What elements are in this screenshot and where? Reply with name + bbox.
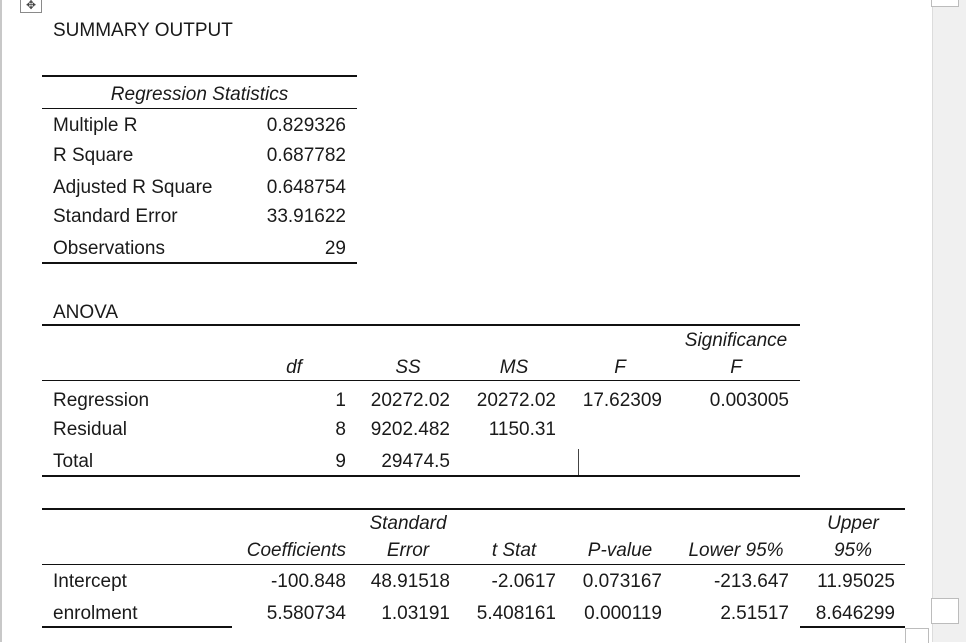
coef-row-label: enrolment (53, 603, 138, 624)
anova-header-ms: MS (499, 357, 529, 378)
anova-cell: 0.003005 (709, 390, 789, 411)
coef-cell: 5.580734 (266, 603, 346, 624)
regstats-top-rule (42, 75, 357, 77)
anova-header-sig-f: F (730, 357, 742, 378)
regstats-value: 29 (324, 238, 346, 259)
anova-cell: 9 (335, 451, 346, 472)
regstats-bottom-rule (42, 262, 357, 264)
text-cursor (578, 449, 579, 475)
anova-bottom-rule (42, 475, 800, 477)
coef-header-se-error: Error (386, 540, 430, 561)
anova-cell: 29474.5 (381, 451, 450, 472)
coef-cell: 8.646299 (815, 603, 895, 624)
coef-row-label: Intercept (53, 571, 127, 592)
regstats-value: 33.91622 (266, 206, 346, 227)
regstats-label: Multiple R (53, 115, 138, 136)
scrollbar-thumb[interactable] (931, 0, 959, 7)
coef-cell: 1.03191 (381, 603, 450, 624)
coef-header-tstat: t Stat (491, 540, 537, 561)
coef-header-upper-95: 95% (833, 540, 873, 561)
coef-cell: -213.647 (713, 571, 789, 592)
summary-title: SUMMARY OUTPUT (53, 20, 233, 41)
coef-cell: 11.95025 (817, 571, 895, 592)
anova-cell: 1150.31 (488, 419, 556, 440)
anova-cell: 20272.02 (370, 390, 450, 411)
scrollbar-bottom-box[interactable] (931, 598, 959, 624)
coef-top-rule (42, 508, 905, 510)
anova-top-rule (42, 324, 800, 326)
coef-header-pvalue: P-value (587, 540, 653, 561)
regstats-label: Observations (53, 238, 165, 259)
anova-header-rule (42, 380, 800, 381)
regstats-header-rule (42, 108, 357, 109)
regstats-value: 0.687782 (266, 145, 346, 166)
coef-cell: 0.000119 (584, 603, 662, 624)
coef-cell: -2.0617 (491, 571, 556, 592)
anova-row-label: Residual (53, 419, 127, 440)
regstats-header: Regression Statistics (110, 84, 289, 105)
coef-bottom-rule-right (800, 626, 905, 628)
anova-header-f: F (614, 357, 626, 378)
regstats-label: R Square (53, 145, 134, 166)
vertical-scrollbar[interactable] (932, 0, 966, 642)
anova-cell: 17.62309 (582, 390, 662, 411)
page-edge (0, 0, 2, 642)
coef-cell: 0.073167 (582, 571, 662, 592)
coef-header-lower: Lower 95% (688, 540, 784, 561)
coef-header-upper: Upper (827, 513, 879, 534)
anova-row-label: Total (53, 451, 94, 472)
coef-cell: 48.91518 (370, 571, 450, 592)
regstats-value: 0.648754 (266, 177, 346, 198)
anova-cell: 8 (335, 419, 346, 440)
regstats-value: 0.829326 (266, 115, 346, 136)
coef-cell: 2.51517 (720, 603, 789, 624)
coef-cell: -100.848 (270, 571, 346, 592)
coef-header-coef: Coefficients (246, 540, 346, 561)
anova-row-label: Regression (53, 390, 150, 411)
anova-header-ss: SS (395, 357, 421, 378)
anova-header-sig: Significance (684, 330, 788, 351)
coef-bottom-rule-left (42, 626, 232, 628)
regstats-label: Adjusted R Square (53, 177, 213, 198)
anova-header-df: df (286, 357, 302, 378)
coef-header-rule (42, 564, 905, 565)
regstats-label: Standard Error (53, 206, 178, 227)
anova-title: ANOVA (53, 302, 119, 323)
anova-cell: 9202.482 (370, 419, 450, 440)
anova-cell: 1 (335, 390, 346, 411)
resize-corner-box[interactable] (905, 628, 929, 643)
coef-cell: 5.408161 (476, 603, 556, 624)
anova-cell: 20272.02 (476, 390, 556, 411)
table-move-handle-icon[interactable]: ✥ (20, 0, 42, 13)
coef-header-se: Standard (369, 513, 447, 534)
